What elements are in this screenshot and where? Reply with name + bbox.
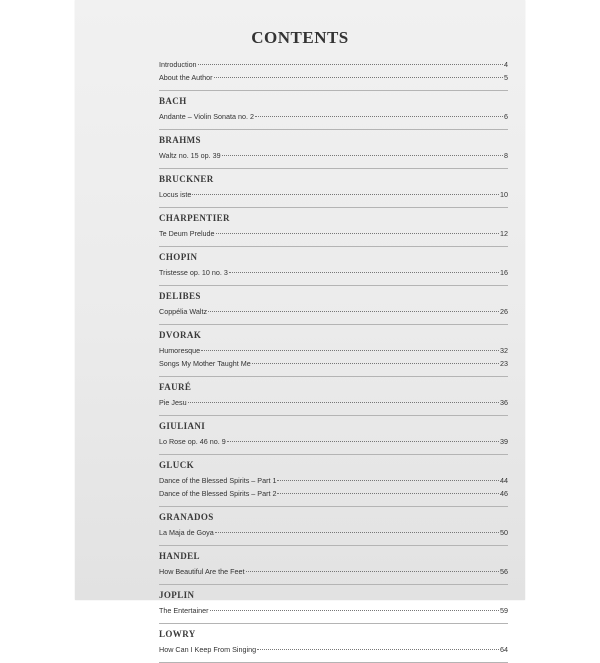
- entry-page-number: 16: [500, 268, 508, 277]
- dot-leader: [201, 350, 499, 351]
- composer-heading: DELIBES: [159, 291, 201, 301]
- composer-section: [159, 169, 508, 208]
- entry-page-number: 39: [500, 437, 508, 446]
- entry-title: About the Author: [159, 73, 213, 82]
- toc-entry: [159, 188, 508, 201]
- dot-leader: [277, 480, 499, 481]
- dot-leader: [188, 402, 499, 403]
- entry-title: Andante – Violin Sonata no. 2: [159, 112, 254, 121]
- composer-heading: GIULIANI: [159, 421, 206, 431]
- dot-leader: [229, 272, 499, 273]
- dot-leader: [222, 155, 503, 156]
- toc-entry: [159, 487, 508, 500]
- toc-entry: [159, 643, 508, 656]
- entry-page-number: 56: [500, 567, 508, 576]
- composer-section: [159, 377, 508, 416]
- composer-section: [159, 624, 508, 663]
- toc-entry: [159, 71, 508, 84]
- entry-page-number: 32: [500, 346, 508, 355]
- composer-heading: BRAHMS: [159, 135, 201, 145]
- composer-heading: LOWRY: [159, 629, 196, 639]
- entry-title: Lo Rose op. 46 no. 9: [159, 437, 226, 446]
- composer-heading: CHARPENTIER: [159, 213, 230, 223]
- toc-entry: [159, 565, 508, 578]
- dot-leader: [214, 77, 503, 78]
- entry-page-number: 12: [500, 229, 508, 238]
- entry-page-number: 8: [504, 151, 508, 160]
- entry-title: Songs My Mother Taught Me: [159, 359, 251, 368]
- composer-heading: JOPLIN: [159, 590, 195, 600]
- composer-heading: CHOPIN: [159, 252, 198, 262]
- entry-page-number: 5: [504, 73, 508, 82]
- toc-entry: [159, 227, 508, 240]
- dot-leader: [252, 363, 499, 364]
- toc-entry: [159, 58, 508, 71]
- entry-page-number: 10: [500, 190, 508, 199]
- toc-entry: [159, 526, 508, 539]
- dot-leader: [215, 532, 499, 533]
- entry-page-number: 26: [500, 307, 508, 316]
- composer-heading: GLUCK: [159, 460, 195, 470]
- toc-entry: [159, 305, 508, 318]
- composer-section: [159, 416, 508, 455]
- dot-leader: [277, 493, 499, 494]
- dot-leader: [257, 649, 499, 650]
- toc-entry: [159, 110, 508, 123]
- composer-heading: FAURÉ: [159, 382, 192, 392]
- entry-title: How Beautiful Are the Feet: [159, 567, 245, 576]
- dot-leader: [192, 194, 499, 195]
- toc-entry: [159, 344, 508, 357]
- composer-heading: DVORAK: [159, 330, 202, 340]
- dot-leader: [198, 64, 503, 65]
- entry-title: The Entertainer: [159, 606, 209, 615]
- composer-heading: GRANADOS: [159, 512, 214, 522]
- composer-heading: HANDEL: [159, 551, 200, 561]
- composer-heading: BACH: [159, 96, 187, 106]
- toc-entry: [159, 435, 508, 448]
- dot-leader: [255, 116, 503, 117]
- entry-page-number: 46: [500, 489, 508, 498]
- entry-title: Introduction: [159, 60, 197, 69]
- toc-entry: [159, 604, 508, 617]
- composer-section: [159, 455, 508, 507]
- dot-leader: [216, 233, 499, 234]
- composer-section: [159, 208, 508, 247]
- toc-entry: [159, 149, 508, 162]
- entry-title: Dance of the Blessed Spirits – Part 1: [159, 476, 277, 485]
- composer-section: [159, 507, 508, 546]
- composer-section: [159, 546, 508, 585]
- entry-title: How Can I Keep From Singing: [159, 645, 257, 654]
- toc-entry: [159, 396, 508, 409]
- entry-title: Coppélia Waltz: [159, 307, 208, 316]
- entry-page-number: 59: [500, 606, 508, 615]
- entry-title: Pie Jesu: [159, 398, 187, 407]
- toc-entry: [159, 266, 508, 279]
- composer-section: [159, 286, 508, 325]
- composer-section: [159, 91, 508, 130]
- dot-leader: [210, 610, 499, 611]
- entry-page-number: 36: [500, 398, 508, 407]
- toc-entry: [159, 357, 508, 370]
- entry-page-number: 4: [504, 60, 508, 69]
- entry-title: Te Deum Prelude: [159, 229, 215, 238]
- entry-title: Tristesse op. 10 no. 3: [159, 268, 228, 277]
- entry-page-number: 6: [504, 112, 508, 121]
- entry-page-number: 44: [500, 476, 508, 485]
- entry-page-number: 50: [500, 528, 508, 537]
- entry-title: La Maja de Goya: [159, 528, 214, 537]
- composer-section: [159, 130, 508, 169]
- entry-page-number: 23: [500, 359, 508, 368]
- dot-leader: [227, 441, 499, 442]
- document-page: [75, 0, 525, 654]
- entry-title: Locus iste: [159, 190, 192, 199]
- entry-title: Dance of the Blessed Spirits – Part 2: [159, 489, 277, 498]
- dot-leader: [246, 571, 500, 572]
- dot-leader: [208, 311, 499, 312]
- entry-title: Humoresque: [159, 346, 201, 355]
- entry-page-number: 64: [500, 645, 508, 654]
- composer-section: [159, 585, 508, 624]
- page-title: CONTENTS: [251, 28, 349, 47]
- entry-title: Waltz no. 15 op. 39: [159, 151, 221, 160]
- front-matter: [159, 56, 508, 91]
- composer-heading: BRUCKNER: [159, 174, 214, 184]
- composer-section: [159, 247, 508, 286]
- table-of-contents: [159, 56, 508, 663]
- toc-entry: [159, 474, 508, 487]
- composer-section: [159, 325, 508, 377]
